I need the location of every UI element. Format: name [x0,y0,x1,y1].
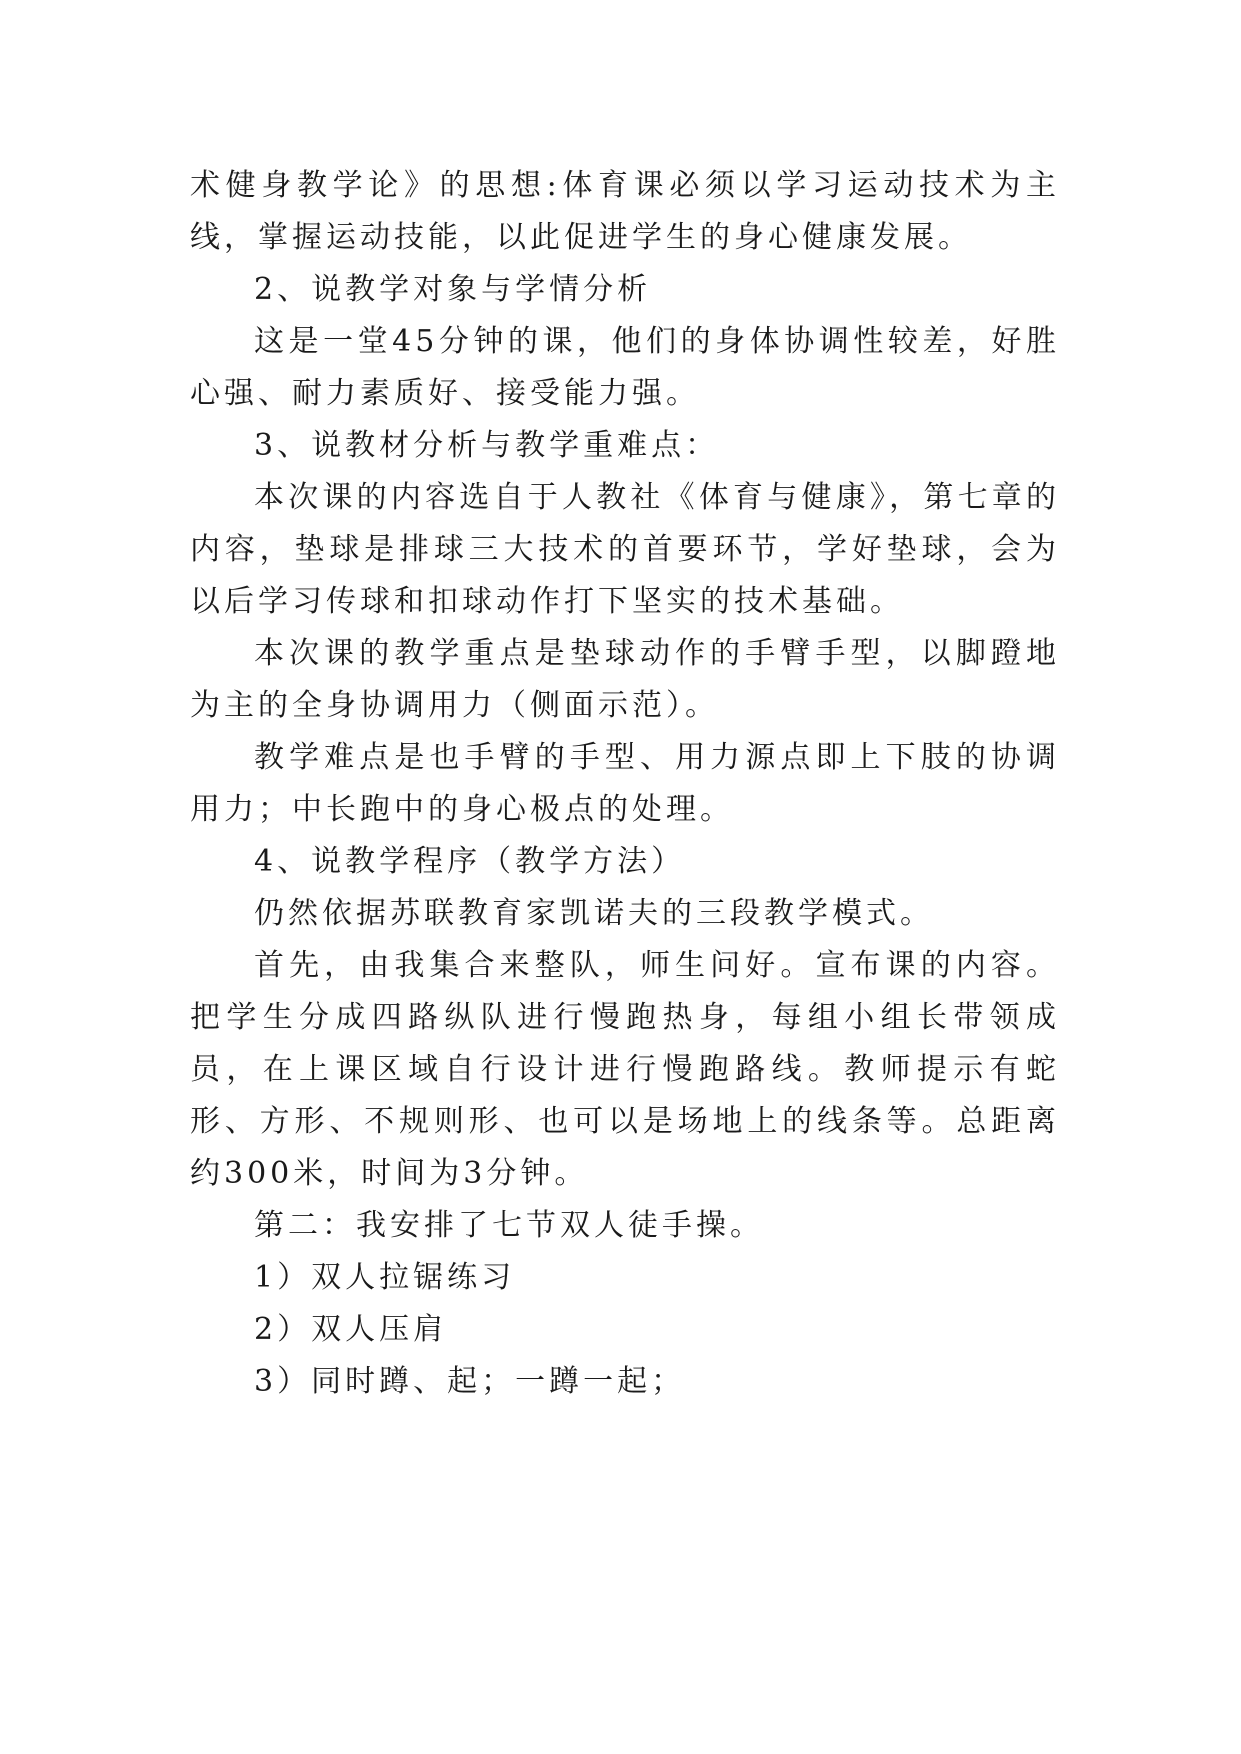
paragraph: 仍然依据苏联教育家凯诺夫的三段教学模式。 [254,896,934,931]
paragraph: 本次课的内容选自于人教社《体育与健康》，第七章的内容，垫球是排球三大技术的首要环节，学好垫球，会为以后学习传球和扣球动作打下坚实的技术基础。 [190,480,1060,619]
section-heading: 4、说教学程序（教学方法） [254,844,686,879]
paragraph: 教学难点是也手臂的手型、用力源点即上下肢的协调用力；中长跑中的身心极点的处理。 [190,740,1060,827]
list-item: 3）同时蹲、起；一蹲一起； [254,1364,686,1399]
list-item: 1）双人拉锯练习 [254,1260,516,1295]
section-heading: 3、说教材分析与教学重难点： [254,428,720,463]
paragraph: 这是一堂45分钟的课，他们的身体协调性较差，好胜心强、耐力素质好、接受能力强。 [190,324,1060,411]
paragraph: 第二：我安排了七节双人徒手操。 [254,1208,764,1243]
document-body [190,160,1060,1408]
section-heading: 2、说教学对象与学情分析 [254,272,652,307]
paragraph: 本次课的教学重点是垫球动作的手臂手型，以脚蹬地为主的全身协调用力（侧面示范）。 [190,636,1060,723]
list-item: 2）双人压肩 [254,1312,448,1347]
paragraph: 首先，由我集合来整队，师生问好。宣布课的内容。把学生分成四路纵队进行慢跑热身，每组小组长带领成员，在上课区域自行设计进行慢跑路线。教师提示有蛇形、方形、不规则形、也可以是场地上的线条等。总距离约300米，时间为3分钟。 [190,948,1060,1191]
paragraph: 术健身教学论》的思想:体育课必须以学习运动技术为主线，掌握运动技能，以此促进学生的身心健康发展。 [190,168,1060,255]
